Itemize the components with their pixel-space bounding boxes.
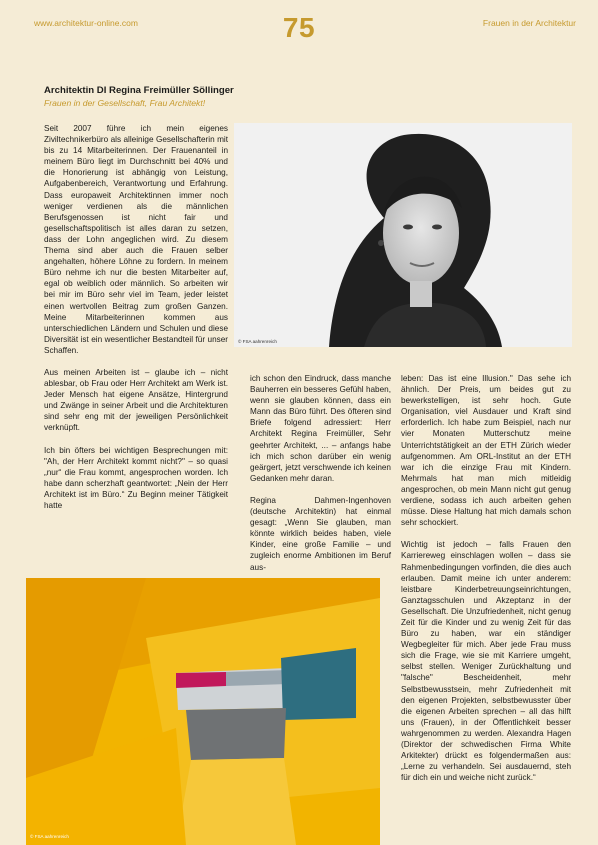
paragraph: Regina Dahmen-Ingenhoven (deutsche Architektin) hat einmal gesagt: „Wenn Sie glauben, man könnte wirklich beides haben, viele Kinder, eine große Familie – und zugleich enorme Ambitionen im Beruf aus-	[250, 495, 391, 572]
portrait-photo	[234, 123, 572, 347]
paragraph: Wichtig ist jedoch – falls Frauen den Karriereweg einschlagen wollen – dass sie Rahmenbedingungen vorfinden, die dies auch erlauben. Damit meine ich unter anderem: leistbare Kinderbetreuungseinrichtungen, Ganztagsschulen und Akzeptanz in der Gesellschaft. Die Unzufriedenheit, nicht genug Zeit für die Kinder und zu wenig Zeit für das Büro zu haben, war ein ständiger Wegbegleiter für mich. Aber jede Frau muss sich die Frage, wie sie mit Karriere umgeht, selbst stellen. Weniger Zurückhaltung und "falsche" Bescheidenheit, mehr Selbstbewusstsein, mehr Zufriedenheit mit den eigenen Projekten, selbstbewusster über die eigenen Arbeiten sprechen – all das hilft uns (Frauen), in der Öffentlichkeit besser wahrgenommen zu werden. Alexandra Hagen (Direktor der schwedischen Firma White Arkitekter) drückt es folgendermaßen aus: „Lerne zu verhandeln. Sei ausdauernd, steh für dich ein und weiche nicht zurück.“	[401, 540, 571, 783]
text-column-3	[401, 373, 571, 794]
paragraph: ich schon den Eindruck, dass manche Bauherren ein besseres Gefühl haben, wenn sie glauben können, dass ein Mann das Büro führt. Des öfteren sind Briefe folgend adressiert: Herr Architekt Regina Freimüller, Sehr geehrter Architekt, ... – anfangs habe ich mich schon darüber ein wenig geärgert, jetzt verschwende ich keinen Gedanken mehr daran.	[250, 374, 391, 483]
photo-credit: © FSA aahrenreich	[30, 834, 69, 839]
paragraph: Aus meinen Arbeiten ist – glaube ich – nicht ablesbar, ob Frau oder Herr Architekt am Werk ist. Jeder Mensch hat eigene Ansätze, Hintergrund und Zwänge in seiner Arbeit und die Architekturen sind sehr eng mit der jeweiligen Persönlichkeit verknüpft.	[44, 367, 228, 433]
paragraph: leben: Das ist eine Illusion." Das sehe ich ähnlich. Der Preis, um beides gut zu bewerkstelligen, ist sehr hoch. Gute Organisation, viel Ausdauer und Kraft sind erforderlich. Ich habe zum Beispiel, nach nur vier Monaten Mutterschutz meine Unterrichtstätigkeit an der ETH Zürich wieder aufgenommen. Am ORL-Institut an der ETH war ich die einzige Frau mit Kindern. Mehrmals hat man mich mitleidig angesprochen, ob mein Mann nicht gut genug verdiene, sodass ich auch arbeiten gehen müsse. Diese Haltung hat mich damals schon sehr schockiert.	[401, 374, 571, 528]
paragraph: Seit 2007 führe ich mein eigenes Ziviltechnikerbüro als alleinige Gesellschafterin mit bis zu 14 Mitarbeiterinnen. Der Frauenanteil in meinem Büro liegt im Durchschnitt bei 40% und die Honorierung ist abhängig von Leistung, Aufgabenbereich, Verantwortung und Erfahrung. Dass europaweit Architektinnen immer noch weniger verdienen als die männlichen Berufsgenossen ist nicht fair und gesellschaftspolitisch ist alles daran zu setzen, dass der Lohn angeglichen wird. Zu diesem Thema sind aber auch die Frauen selber angehalten, höhere Löhne zu fordern. In meinem Büro nehme ich nur die besten Mitarbeiter auf, egal ob weiblich oder männlich. So arbeiten wir bei mir im Büro sehr viel im Team, jeder leistet einen wertvollen Beitrag zum großen Ganzen. Meine Mitarbeiterinnen kommen aus unterschiedlichen Ländern und Schulen und diese Diversität ist ein wesentlicher Bestandteil für unser Schaffen.	[44, 124, 228, 355]
photo-credit: © FSA aahrenreich	[238, 339, 277, 344]
paragraph: Ich bin öfters bei wichtigen Besprechungen mit: "Ah, der Herr Architekt kommt nicht?" – so quasi „nur“ die Frau kommt, angesprochen worden. Ich habe dann scherzhaft geantwortet: „Nein der Herr Architekt ist im Büro.“ Zu Beginn meiner Tätigkeit hatte	[44, 445, 228, 510]
page-number: 75	[282, 12, 316, 43]
website-url: www.architektur-online.com	[34, 18, 138, 28]
text-column-2	[250, 373, 391, 584]
section-title: Frauen in der Architektur	[482, 18, 576, 28]
article-title: Architektin DI Regina Freimüller Söllinger	[44, 85, 234, 96]
interior-photo	[26, 578, 380, 845]
text-column-1	[44, 123, 228, 522]
article-subtitle: Frauen in der Gesellschaft, Frau Architekt!	[44, 98, 206, 108]
